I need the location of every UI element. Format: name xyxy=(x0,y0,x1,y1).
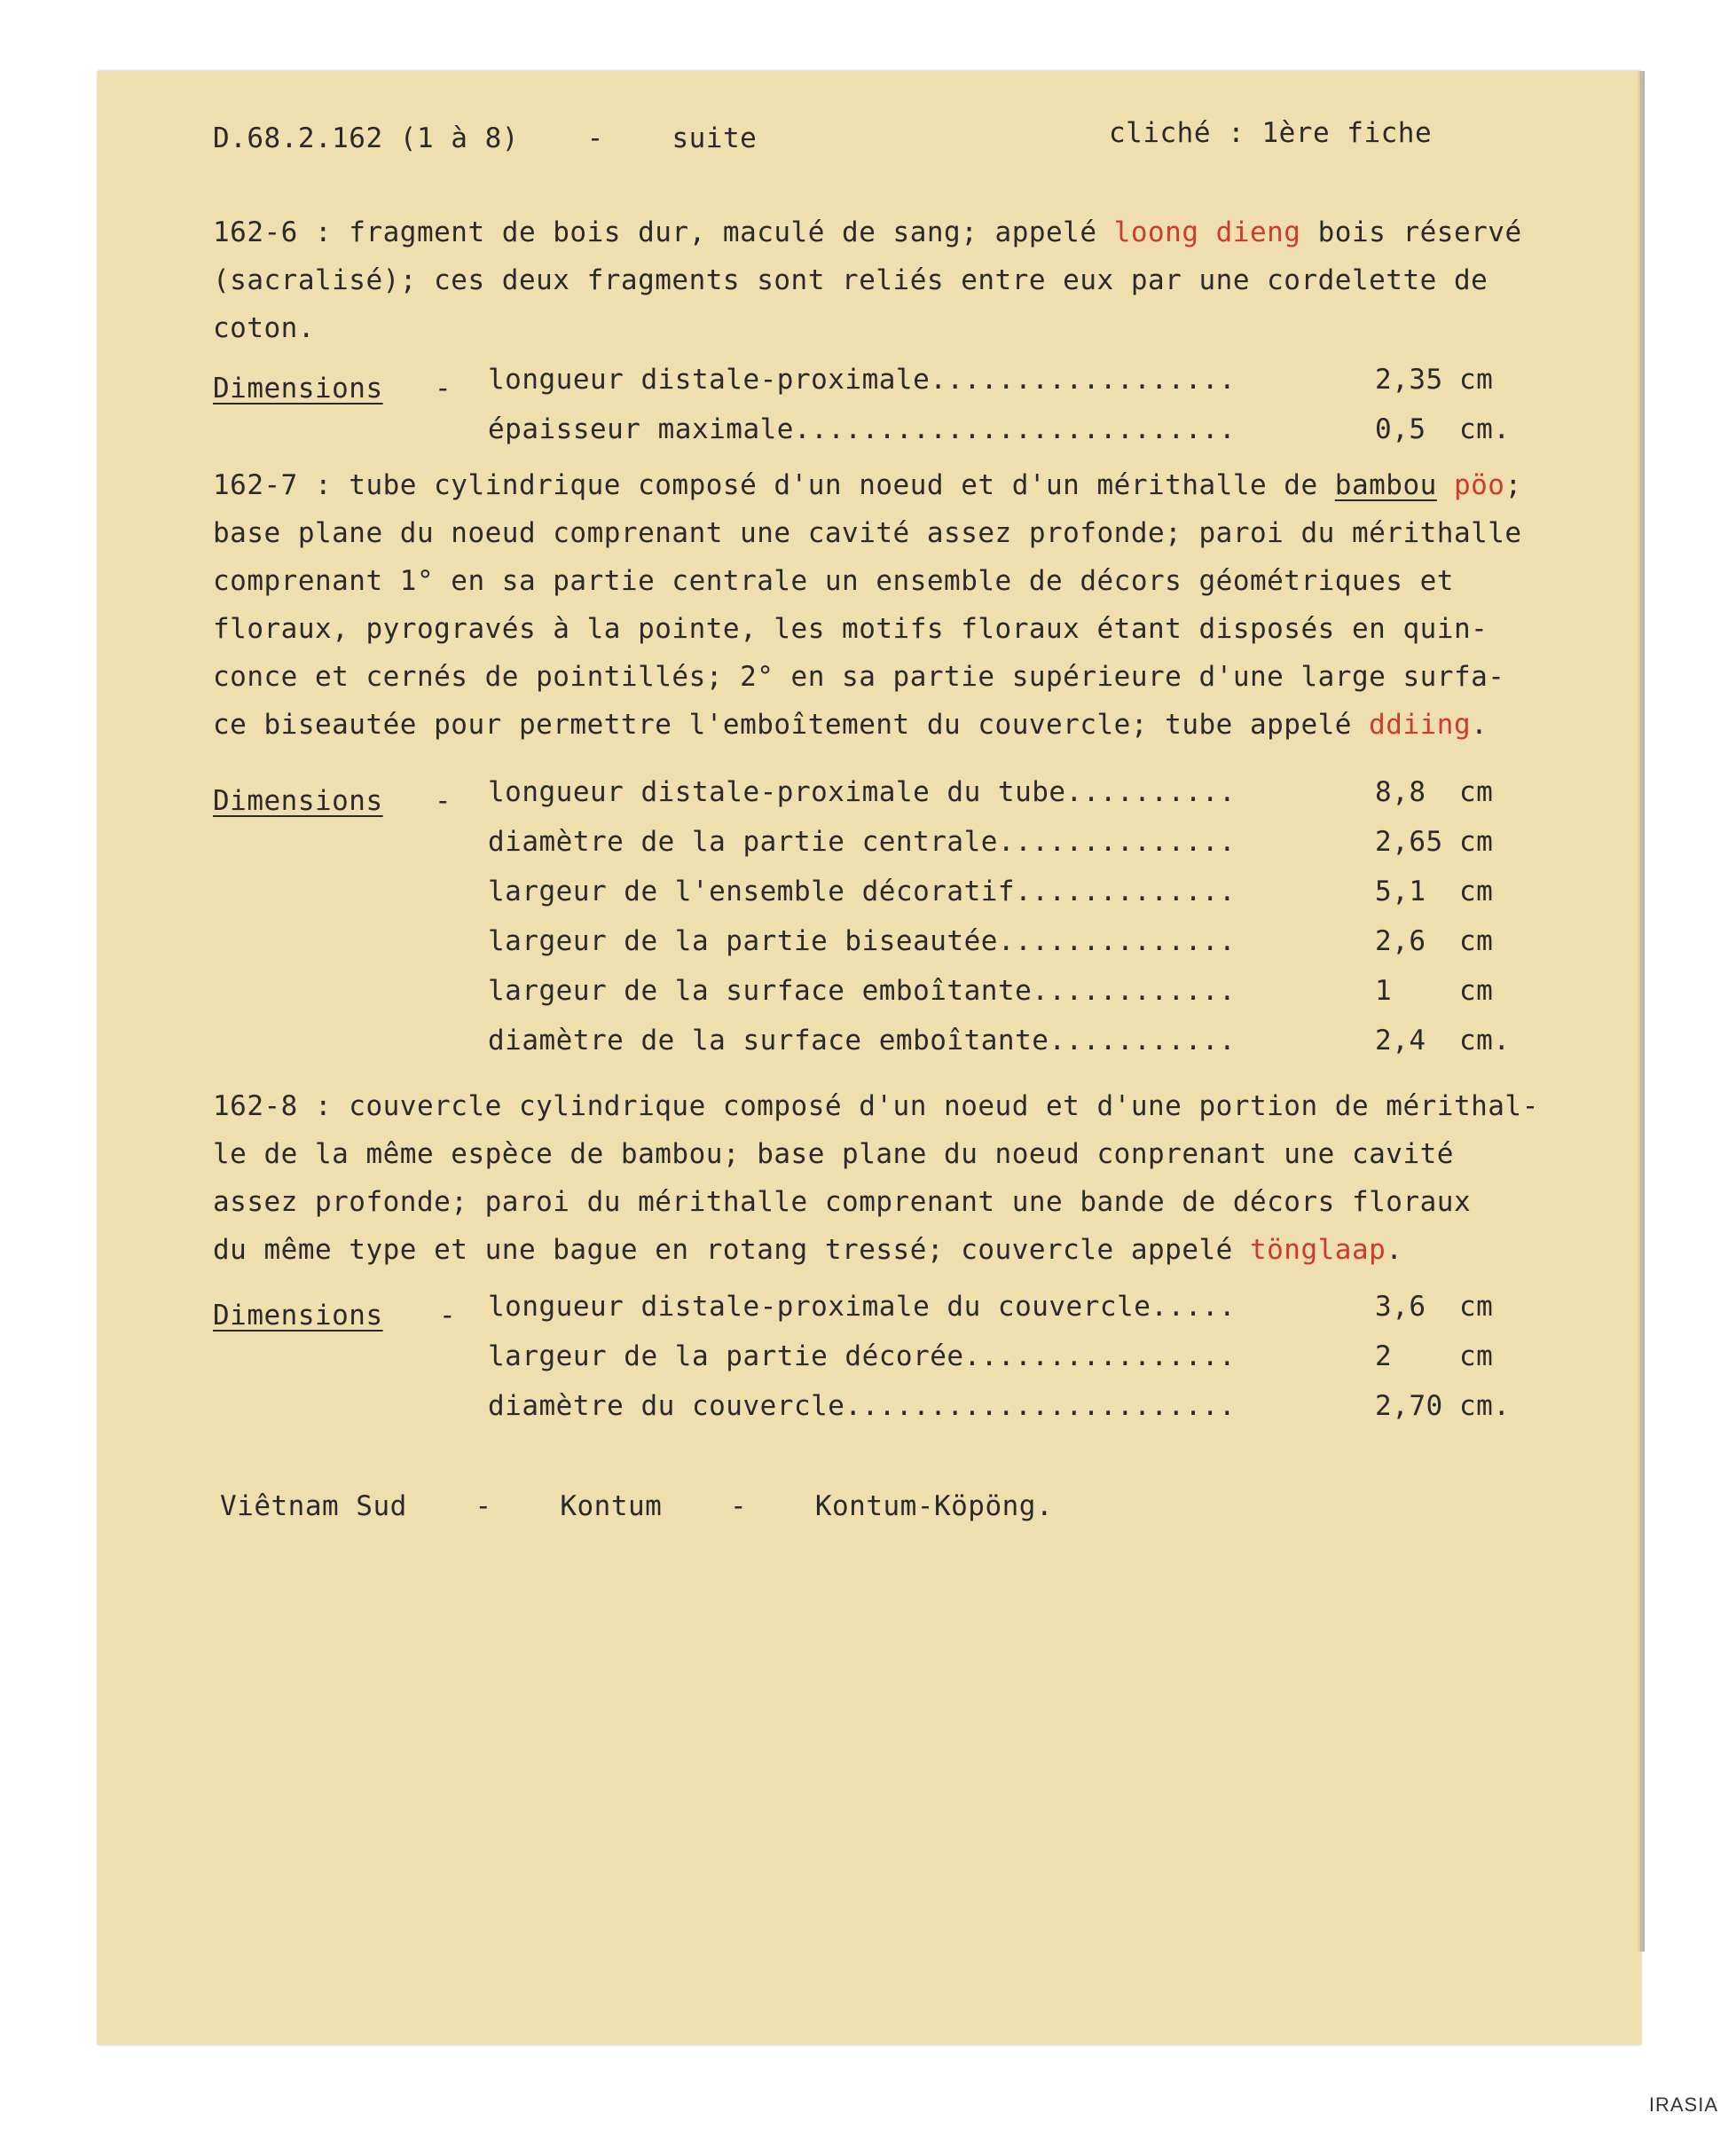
vernacular-term: tönglaap xyxy=(1249,1234,1386,1266)
dimension-label: diamètre de la partie centrale.............. xyxy=(488,826,1237,858)
vernacular-term: pöo xyxy=(1453,469,1505,501)
dimension-row xyxy=(488,1340,1597,1385)
dimension-value: 2,70 xyxy=(1375,1390,1443,1422)
photo-note: cliché : 1ère fiche xyxy=(1109,117,1433,149)
dimension-unit: cm xyxy=(1459,1291,1494,1323)
dimension-label: longueur distale-proximale du couvercle..... xyxy=(488,1291,1237,1323)
dimension-row xyxy=(488,826,1597,870)
dimension-label: diamètre du couvercle....................... xyxy=(488,1390,1237,1422)
dimensions-dash: - xyxy=(439,1300,457,1332)
dimension-unit: cm xyxy=(1459,364,1494,396)
dimension-row xyxy=(488,1390,1597,1434)
text-line: assez profonde; paroi du mérithalle comprenant une bande de décors floraux xyxy=(213,1186,1472,1218)
text-line: floraux, pyrogravés à la pointe, les motifs floraux étant disposés en quin- xyxy=(213,613,1489,645)
dimensions-dash: - xyxy=(435,785,452,817)
text-line: du même type et une bague en rotang tressé; couvercle appelé tönglaap. xyxy=(213,1234,1403,1266)
dimension-unit: cm xyxy=(1459,925,1494,957)
dimension-row xyxy=(488,413,1597,458)
location-dash: - xyxy=(475,1490,492,1522)
dimension-label: largeur de l'ensemble décoratif............. xyxy=(488,876,1237,907)
text-line: 162-8 : couvercle cylindrique composé d'un noeud et d'une portion de mérithal- xyxy=(213,1090,1539,1122)
country: Viêtnam Sud xyxy=(220,1490,407,1522)
dimension-row xyxy=(488,364,1597,408)
paper-edge-shadow xyxy=(1638,71,1645,1952)
text-line: ce biseautée pour permettre l'emboîtement du couvercle; tube appelé ddiing. xyxy=(213,709,1489,741)
dimension-label: longueur distale-proximale du tube.......... xyxy=(488,776,1237,808)
dimension-value: 2,6 xyxy=(1375,925,1426,957)
dimension-label: largeur de la surface emboîtante............ xyxy=(488,975,1237,1007)
document-page xyxy=(98,71,1641,2045)
vernacular-term: ddiing xyxy=(1369,709,1472,741)
dimension-value: 8,8 xyxy=(1375,776,1426,808)
dimension-label: largeur de la partie biseautée.............. xyxy=(488,925,1237,957)
location-line xyxy=(220,1490,1053,1522)
dimension-unit: cm. xyxy=(1459,413,1511,445)
dimension-row xyxy=(488,776,1597,821)
dimension-value: 2,65 xyxy=(1375,826,1443,858)
dimension-value: 5,1 xyxy=(1375,876,1426,907)
reference-number: D.68.2.162 (1 à 8) xyxy=(213,122,519,154)
text-line: le de la même espèce de bambou; base plane du noeud conprenant une cavité xyxy=(213,1138,1454,1170)
item-162-8-description xyxy=(213,1082,1539,1274)
dimension-unit: cm xyxy=(1459,876,1494,907)
dimension-value: 2 xyxy=(1375,1340,1393,1372)
text-line: 162-7 : tube cylindrique composé d'un noeud et d'un mérithalle de bambou pöo; xyxy=(213,469,1522,501)
dimension-row xyxy=(488,1025,1597,1069)
dimension-unit: cm. xyxy=(1459,1390,1511,1422)
dimension-label: diamètre de la surface emboîtante........... xyxy=(488,1025,1237,1057)
dimension-unit: cm xyxy=(1459,975,1494,1007)
dimension-label: largeur de la partie décorée................ xyxy=(488,1340,1237,1372)
text-line: comprenant 1° en sa partie centrale un ensemble de décors géométriques et xyxy=(213,565,1454,597)
dimensions-heading: Dimensions xyxy=(213,1300,383,1332)
dimension-row xyxy=(488,925,1597,970)
place: Kontum-Köpöng. xyxy=(814,1490,1054,1522)
text-line: 162-6 : fragment de bois dur, maculé de sang; appelé loong dieng bois réservé xyxy=(213,216,1522,248)
item-162-6-description xyxy=(213,208,1522,352)
continuation-label: suite xyxy=(672,122,758,154)
item-162-7-description xyxy=(213,461,1522,749)
material-term: bambou xyxy=(1334,469,1437,501)
dimension-row xyxy=(488,975,1597,1019)
dimension-value: 2,4 xyxy=(1375,1025,1426,1057)
location-dash: - xyxy=(729,1490,748,1522)
dimensions-dash: - xyxy=(435,373,452,405)
vernacular-term: loong dieng xyxy=(1113,216,1301,248)
text-line: (sacralisé); ces deux fragments sont reliés entre eux par une cordelette de xyxy=(213,264,1489,296)
dimension-value: 1 xyxy=(1375,975,1393,1007)
text-line: coton. xyxy=(213,312,315,344)
dimension-value: 2,35 xyxy=(1375,364,1443,396)
text-line: conce et cernés de pointillés; 2° en sa partie supérieure d'une large surfa- xyxy=(213,661,1505,693)
header-dash: - xyxy=(586,122,604,154)
dimension-row xyxy=(488,876,1597,920)
watermark-label: IRASIA xyxy=(1648,2094,1718,2116)
dimension-label: épaisseur maximale.......................... xyxy=(488,413,1237,445)
dimension-unit: cm. xyxy=(1459,1025,1511,1057)
province: Kontum xyxy=(560,1490,663,1522)
dimensions-heading: Dimensions xyxy=(213,785,383,817)
dimension-row xyxy=(488,1291,1597,1335)
dimension-label: longueur distale-proximale.................. xyxy=(488,364,1237,396)
text-line: base plane du noeud comprenant une cavité assez profonde; paroi du mérithalle xyxy=(213,517,1522,549)
dimension-unit: cm xyxy=(1459,826,1494,858)
dimension-unit: cm xyxy=(1459,1340,1494,1372)
dimension-value: 0,5 xyxy=(1375,413,1426,445)
dimension-value: 3,6 xyxy=(1375,1291,1426,1323)
dimensions-heading: Dimensions xyxy=(213,373,383,405)
dimension-unit: cm xyxy=(1459,776,1494,808)
header-reference-line xyxy=(213,122,757,154)
